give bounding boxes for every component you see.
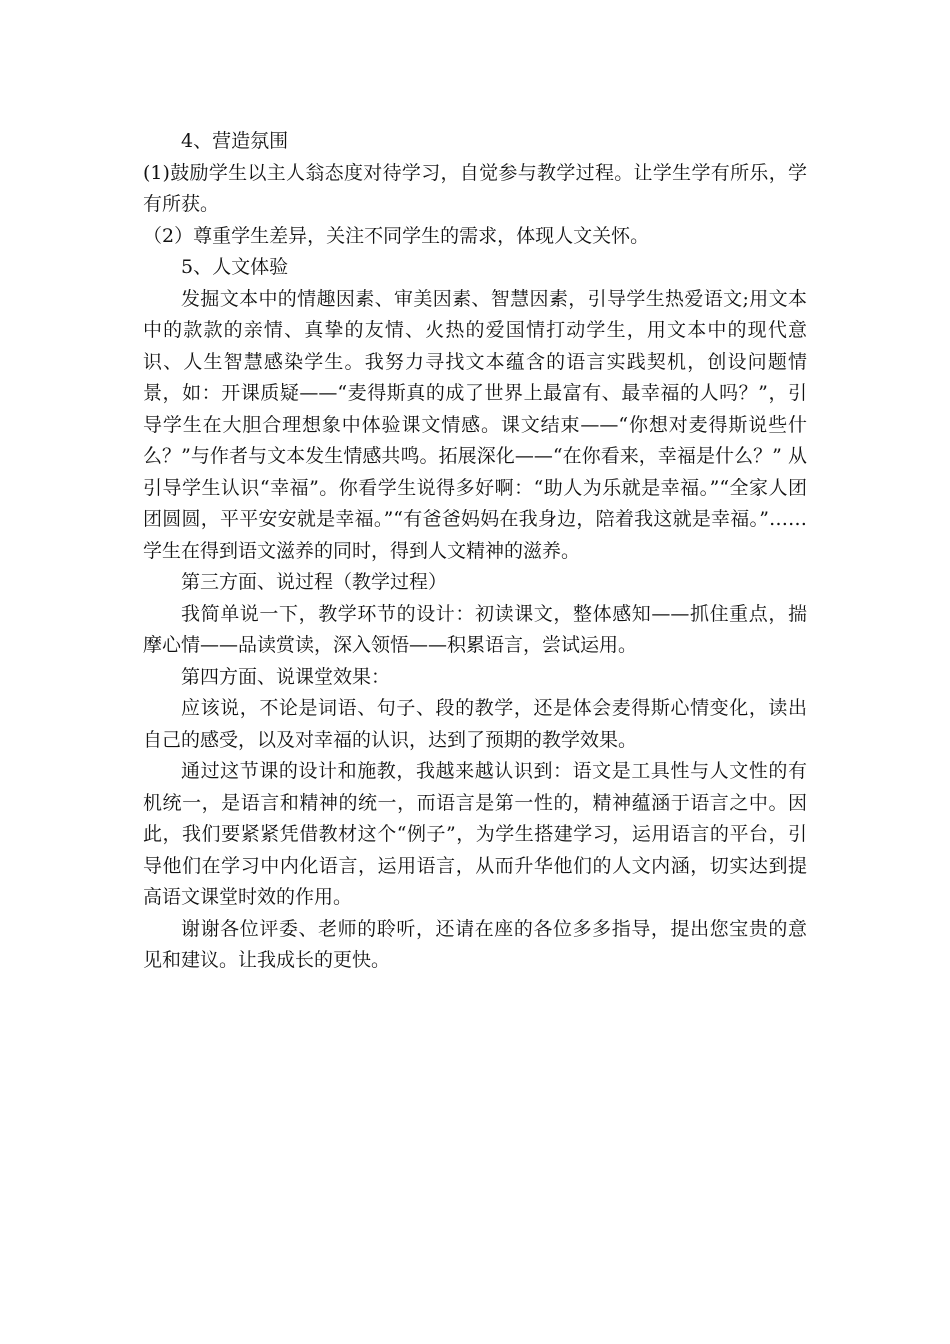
paragraph-thanks: 谢谢各位评委、老师的聆听，还请在座的各位多多指导，提出您宝贵的意见和建议。让我成长的更快。 [143, 917, 807, 971]
paragraph-reflection: 通过这节课的设计和施教，我越来越认识到：语文是工具性与人文性的有机统一，是语言和精神的统一，而语言是第一性的，精神蕴涵于语言之中。因此，我们要紧紧凭借教材这个“例子”，为学生搭建学习，运用语言的平台，引导他们在学习中内化语言，运用语言，从而升华他们的人文内涵，切实达到提高语文课堂时效的作用。 [143, 760, 807, 908]
section-heading-atmosphere: 4、营造氛围 [181, 130, 289, 152]
section-heading-humanistic: 5、人文体验 [181, 256, 289, 278]
list-item-encourage: (1)鼓励学生以主人翁态度对待学习，自觉参与教学过程。让学生学有所乐，学有所获。 [143, 161, 807, 215]
paragraph-effect: 应该说，不论是词语、句子、段的教学，还是体会麦得斯心情变化，读出自己的感受，以及对幸福的认识，达到了预期的教学效果。 [143, 697, 807, 751]
section-heading-process: 第三方面、说过程（教学过程） [181, 571, 448, 593]
paragraph-humanistic-experience: 发掘文本中的情趣因素、审美因素、智慧因素，引导学生热爱语文;用文本中的款款的亲情、真挚的友情、火热的爱国情打动学生，用文本中的现代意识、人生智慧感染学生。我努力寻找文本蕴含的语言实践契机，创设问题情景，如：开课质疑——“麦得斯真的成了世界上最富有、最幸福的人吗？”，引导学生在大胆合理想象中体验课文情感。课文结束——“你想对麦得斯说些什么？”与作者与文本发生情感共鸣。拓展深化——“在你看来，幸福是什么？” 从引导学生认识“幸福”。你看学生说得多好啊：“助人为乐就是幸福。”“全家人团团圆圆，平平安安就是幸福。”“有爸爸妈妈在我身边，陪着我这就是幸福。”……学生在得到语文滋养的同时，得到人文精神的滋养。 [143, 287, 807, 562]
list-item-respect: （2）尊重学生差异，关注不同学生的需求，体现人文关怀。 [143, 224, 650, 247]
paragraph-process: 我简单说一下，教学环节的设计：初读课文，整体感知——抓住重点，揣摩心情——品读赏读，深入领悟——积累语言，尝试运用。 [143, 602, 807, 656]
section-heading-effect: 第四方面、说课堂效果： [181, 665, 391, 688]
document-body [143, 126, 807, 977]
